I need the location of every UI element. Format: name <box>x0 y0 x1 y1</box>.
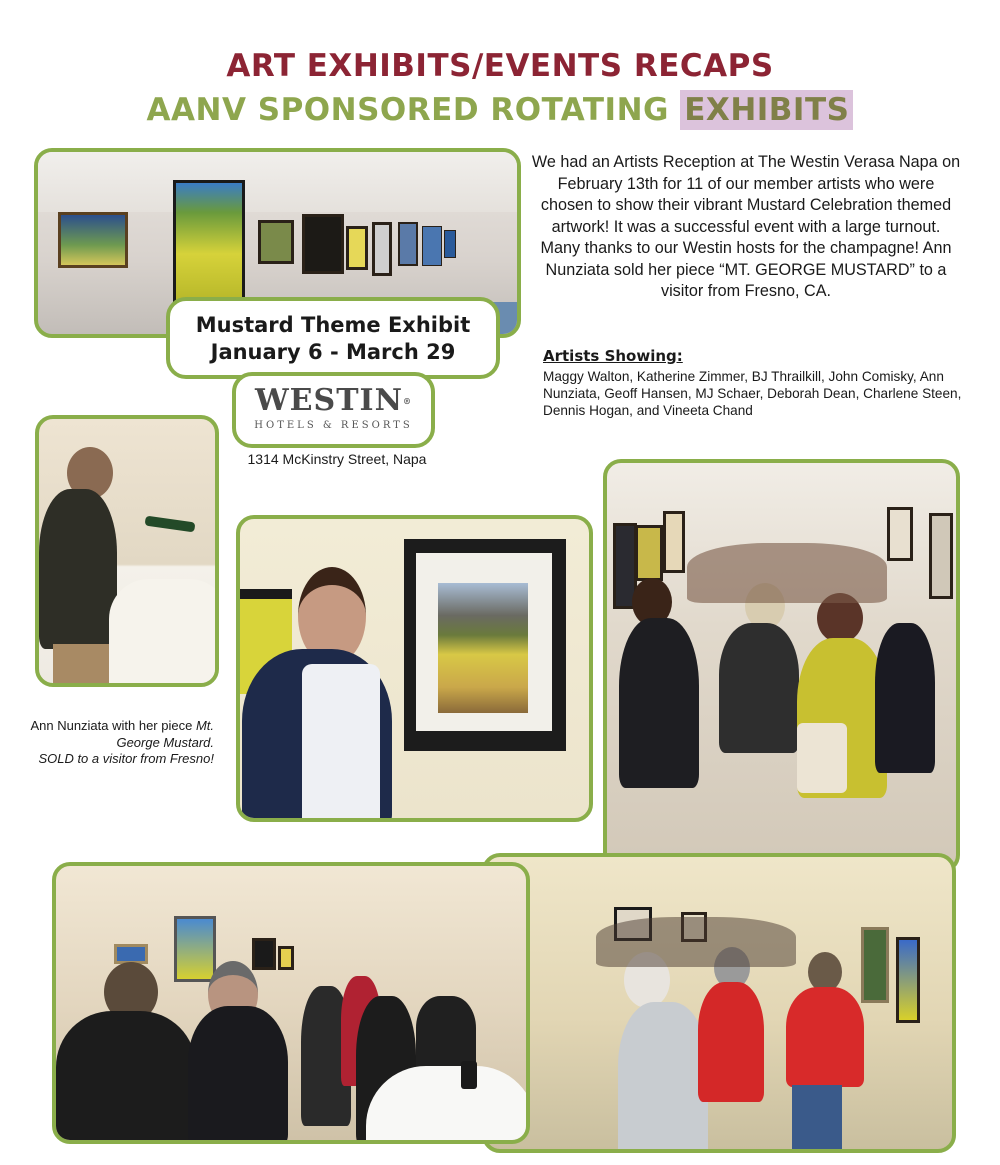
painting <box>861 927 889 1003</box>
person-vest <box>719 623 799 753</box>
handbag <box>797 723 847 793</box>
person-coat <box>619 618 699 788</box>
person-red-sweatshirt <box>786 987 864 1087</box>
crowd-background <box>687 543 887 603</box>
painting <box>663 511 685 573</box>
photo-champagne-pour <box>35 415 219 687</box>
page-subtitle <box>0 92 1000 128</box>
venue-address: 1314 McKinstry Street, Napa <box>247 451 427 467</box>
table-cloth <box>109 579 219 687</box>
painting <box>372 222 392 276</box>
photo-reception-crowd-3 <box>482 853 956 1153</box>
person-head <box>808 952 842 992</box>
painting <box>258 220 294 264</box>
painting <box>896 937 920 1023</box>
painting <box>58 212 128 268</box>
person-body <box>39 489 117 649</box>
photo-caption: Ann Nunziata with her piece Mt. George Mustard. SOLD to a visitor from Fresno! <box>30 718 214 766</box>
exhibit-dates: January 6 - March 29 <box>210 340 456 364</box>
floral-blouse <box>302 664 380 822</box>
photo-reception-crowd-1 <box>603 459 960 873</box>
painting <box>635 525 663 581</box>
photo-reception-crowd-2 <box>52 862 530 1144</box>
exhibit-label <box>166 297 500 379</box>
champagne-bottle <box>145 516 196 533</box>
painting <box>444 230 456 258</box>
painting <box>278 946 294 970</box>
photo-ann-nunziata <box>236 515 593 822</box>
painting <box>422 226 442 266</box>
painting <box>887 507 913 561</box>
painting <box>302 214 344 274</box>
subtitle-highlight: EXHIBITS <box>680 90 853 130</box>
painting <box>346 226 368 270</box>
person-coat <box>188 1006 288 1144</box>
painting <box>173 180 245 304</box>
cocktail-table <box>366 1066 530 1144</box>
crowd-background <box>596 917 796 967</box>
person-legs <box>53 644 113 687</box>
frame <box>404 539 566 751</box>
painting <box>174 916 216 982</box>
exhibit-name: Mustard Theme Exhibit <box>195 313 471 337</box>
painting <box>398 222 418 266</box>
subtitle-main: AANV SPONSORED ROTATING <box>146 92 681 128</box>
person-jeans <box>792 1085 842 1153</box>
westin-tagline: HOTELS & RESORTS <box>254 420 413 431</box>
article-body: We had an Artists Reception at The Westin Verasa Napa on February 13th for 11 of our member artists who were chosen to show their vibrant Mustard Celebration themed artwork! It was a successful event with a large turnout. Many thanks to our Westin hosts for the champagne! Ann Nunziata sold her piece “MT. GEORGE MUSTARD” to a visitor from Fresno, CA. <box>531 153 961 300</box>
artists-heading: Artists Showing: <box>543 347 683 365</box>
person-body <box>875 623 935 773</box>
westin-logo <box>232 372 435 448</box>
lantern <box>461 1061 477 1089</box>
person-denim-shirt <box>618 1002 708 1153</box>
westin-wordmark: WESTIN® <box>254 383 412 418</box>
painting <box>114 944 148 964</box>
person-leather-jacket <box>56 1011 196 1144</box>
painting-mt-george-mustard <box>438 583 528 713</box>
artists-list: Maggy Walton, Katherine Zimmer, BJ Thrailkill, John Comisky, Ann Nunziata, Geoff Hansen, MJ Schaer, Deborah Dean, Charlene Steen, Dennis Hogan, and Vineeta Chand <box>543 369 962 419</box>
painting <box>252 938 276 970</box>
person-red-coat <box>698 982 764 1102</box>
painting <box>929 513 953 599</box>
photo-ceiling <box>38 152 517 212</box>
page-title: ART EXHIBITS/EVENTS RECAPS <box>226 48 774 84</box>
